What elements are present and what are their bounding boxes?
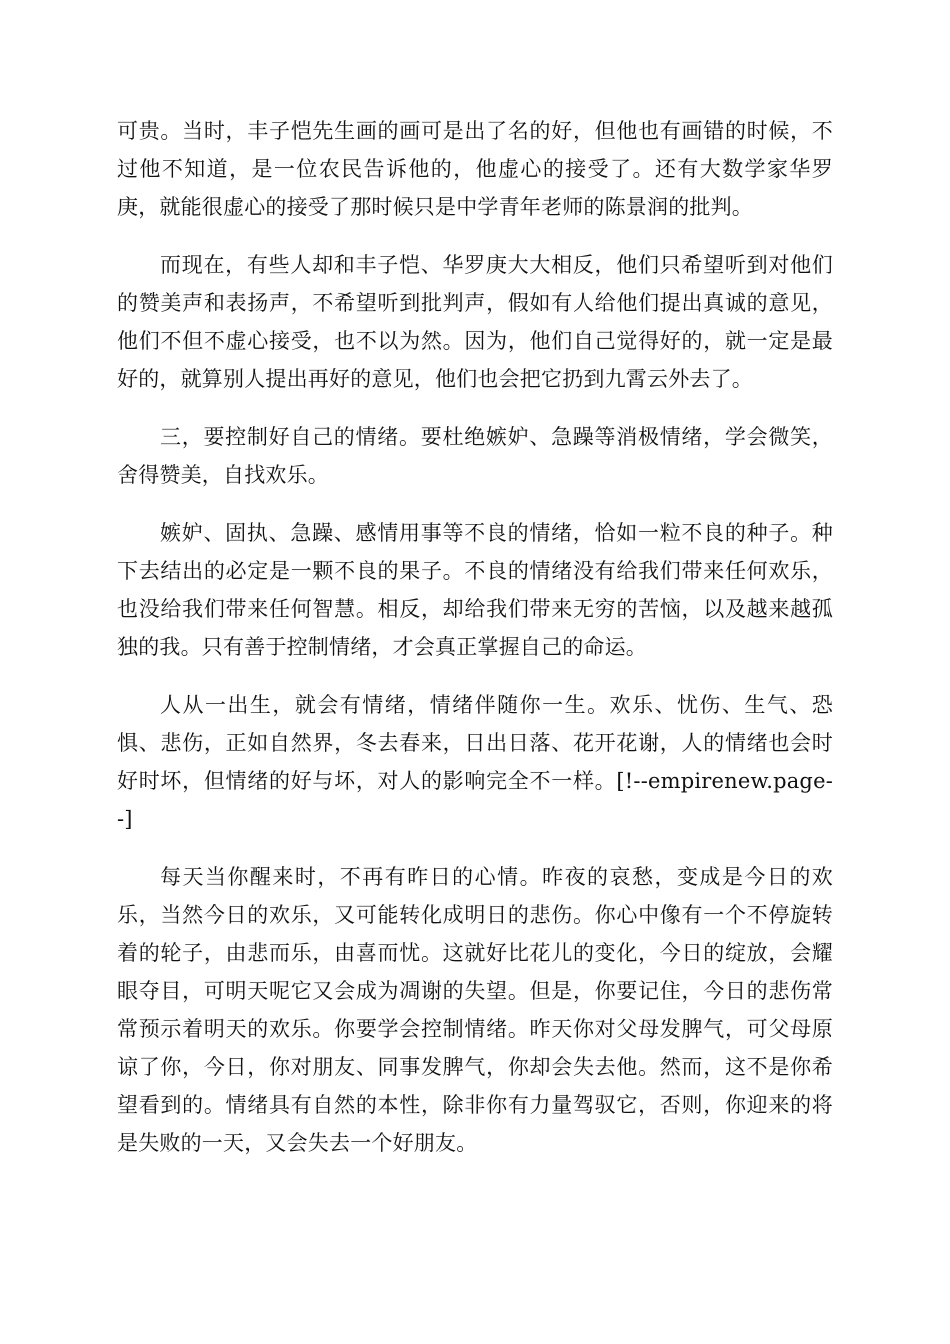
paragraph-5: 人从一出生，就会有情绪，情绪伴随你一生。欢乐、忧伤、生气、恐惧、悲伤，正如自然界，冬去春来，日出日落、花开花谢，人的情绪也会时好时坏，但情绪的好与坏，对人的影响完全不一样。[!--empirenew.page--] — [117, 693, 833, 831]
paragraph-3-heading: 三，要控制好自己的情绪。要杜绝嫉妒、急躁等消极情绪，学会微笑，舍得赞美，自找欢乐。 — [117, 425, 833, 487]
paragraph-2: 而现在，有些人却和丰子恺、华罗庚大大相反，他们只希望听到对他们的赞美声和表扬声，不希望听到批判声，假如有人给他们提出真诚的意见，他们不但不虚心接受，也不以为然。因为，他们自己觉得好的，就一定是最好的，就算别人提出再好的意见，他们也会把它扔到九霄云外去了。 — [117, 253, 833, 391]
paragraph-1: 可贵。当时，丰子恺先生画的画可是出了名的好，但他也有画错的时候，不过他不知道，是一位农民告诉他的，他虚心的接受了。还有大数学家华罗庚，就能很虚心的接受了那时候只是中学青年老师的陈景润的批判。 — [117, 119, 833, 219]
document-page — [117, 112, 833, 1182]
paragraph-4: 嫉妒、固执、急躁、感情用事等不良的情绪，恰如一粒不良的种子。种下去结出的必定是一颗不良的果子。不良的情绪没有给我们带来任何欢乐，也没给我们带来任何智慧。相反，却给我们带来无穷的苦恼，以及越来越孤独的我。只有善于控制情绪，才会真正掌握自己的命运。 — [117, 521, 833, 659]
paragraph-6: 每天当你醒来时，不再有昨日的心情。昨夜的哀愁，变成是今日的欢乐，当然今日的欢乐，又可能转化成明日的悲伤。你心中像有一个不停旋转着的轮子，由悲而乐，由喜而忧。这就好比花儿的变化，今日的绽放，会耀眼夺目，可明天呢它又会成为凋谢的失望。但是，你要记住，今日的悲伤常常预示着明天的欢乐。你要学会控制情绪。昨天你对父母发脾气，可父母原谅了你，今日，你对朋友、同事发脾气，你却会失去他。然而，这不是你希望看到的。情绪具有自然的本性，除非你有力量驾驭它，否则，你迎来的将是失败的一天，又会失去一个好朋友。 — [117, 865, 833, 1155]
